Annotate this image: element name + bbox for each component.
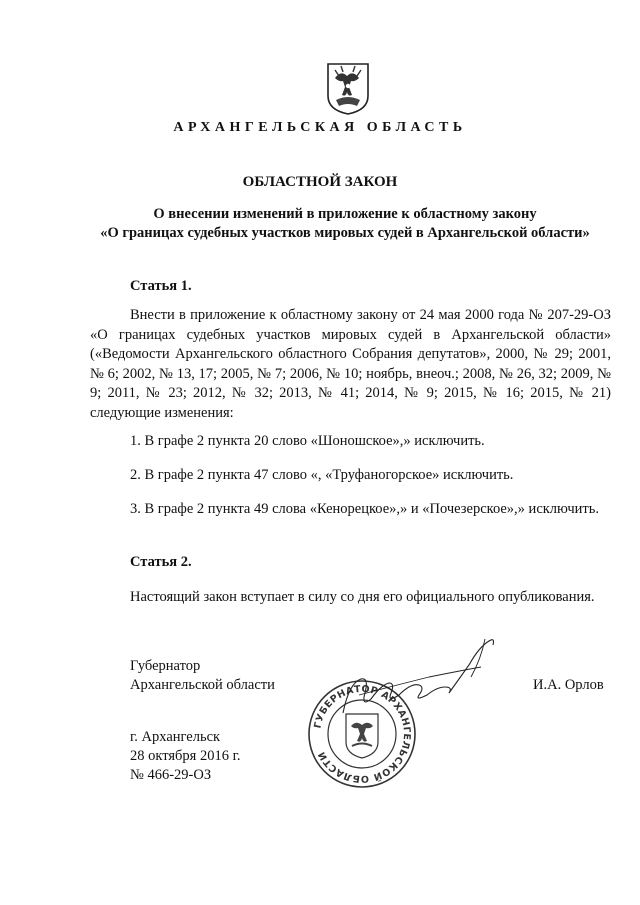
- signatory-name: И.А. Орлов: [533, 677, 604, 693]
- article-2-heading: Статья 2.: [130, 554, 192, 570]
- signatory-position-line: Губернатор: [130, 658, 201, 674]
- law-number: № 466-29-ОЗ: [130, 767, 212, 783]
- region-name: АРХАНГЕЛЬСКАЯ ОБЛАСТЬ: [173, 120, 467, 135]
- law-type: ОБЛАСТНОЙ ЗАКОН: [242, 174, 398, 190]
- law-title-line: О внесении изменений в приложение к областному закону: [153, 206, 537, 222]
- law-title: [80, 205, 610, 243]
- article-1-item-2: 2. В графе 2 пункта 47 слово «, «Труфаногорское» исключить.: [130, 467, 514, 483]
- article-1-item-1: 1. В графе 2 пункта 20 слово «Шоношское»,» исключить.: [130, 433, 485, 449]
- document-footer: [130, 728, 241, 785]
- signatory-position: [130, 657, 275, 695]
- article-1-intro: Внести в приложение к областному закону от 24 мая 2000 года № 207-29-ОЗ «О границах судебных участков мировых судей в Архангельской области» («Ведомости Архангельского областного Собрания депутатов», 2000, № 29; 2001, № 6; 2002, № 13, 17; 2005, № 7; 2006, № 10; ноябрь, внеоч.; 2008, № 26, 32; 2009, № 9; 2011, № 23; 2012, № 32; 2013, № 41; 2014, № 9; 2015, № 16; 2015, № 21) следующие изменения:: [90, 307, 611, 421]
- stamp-text: ГУБЕРНАТОР АРХАНГЕЛЬСКОЙ ОБЛАСТИ: [312, 683, 413, 785]
- coat-of-arms-icon: [325, 62, 371, 116]
- place-of-signing: г. Архангельск: [130, 729, 221, 745]
- article-1-item-3: 3. В графе 2 пункта 49 слова «Кенорецкое»,» и «Почезерское»,» исключить.: [130, 501, 599, 517]
- article-1-heading: Статья 1.: [130, 278, 192, 294]
- handwritten-signature: [335, 635, 505, 735]
- signatory-position-line: Архангельской области: [130, 677, 275, 693]
- article-2-text: Настоящий закон вступает в силу со дня его официального опубликования.: [130, 589, 595, 605]
- law-title-line: «О границах судебных участков мировых судей в Архангельской области»: [100, 225, 590, 241]
- signing-date: 28 октября 2016 г.: [130, 748, 241, 764]
